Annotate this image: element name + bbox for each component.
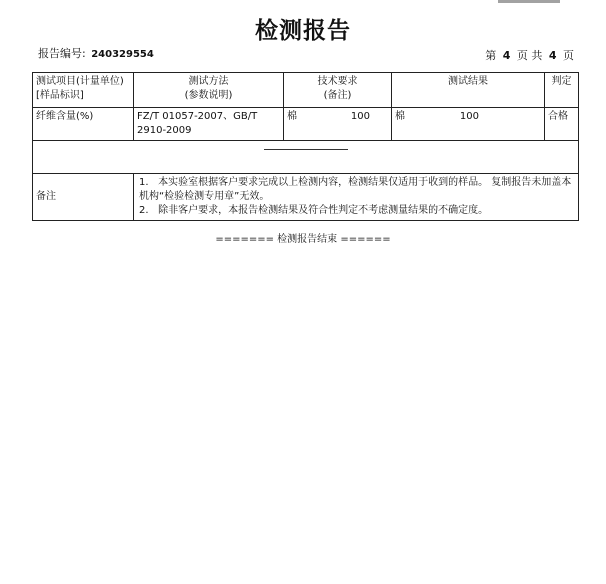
header-item: 测试项目(计量单位) [样品标识] bbox=[33, 73, 134, 108]
page-current: 4 bbox=[502, 49, 511, 62]
row-item: 纤维含量(%) bbox=[33, 108, 134, 141]
page-prefix: 第 bbox=[485, 49, 497, 62]
header-method: 测试方法 (参数说明) bbox=[134, 73, 284, 108]
page-suffix: 页 bbox=[563, 49, 574, 62]
notes-label: 备注 bbox=[33, 174, 134, 221]
result-fiber: 棉 bbox=[395, 111, 405, 122]
blank-row bbox=[33, 141, 579, 174]
header-result: 测试结果 bbox=[392, 73, 545, 108]
header-mark bbox=[498, 0, 560, 3]
report-title: 检测报告 bbox=[255, 17, 351, 44]
note-2: 2. 除非客户要求，本报告检测结果及符合性判定不考虑测量结果的不确定度。 bbox=[139, 205, 489, 216]
report-end-marker: ======= 检测报告结束 ====== bbox=[215, 234, 391, 245]
report-number-label: 报告编号: bbox=[38, 47, 86, 60]
results-table bbox=[32, 72, 579, 221]
table-header-row bbox=[33, 73, 579, 108]
row-judgement: 合格 bbox=[545, 108, 579, 141]
notes-row bbox=[33, 174, 579, 221]
page-total: 4 bbox=[548, 49, 557, 62]
report-number-value: 240329554 bbox=[91, 49, 154, 60]
header-requirement: 技术要求 (备注) bbox=[284, 73, 392, 108]
note-1: 1. 本实验室根据客户要求完成以上检测内容，检测结果仅适用于收到的样品。 复制报告未加盖本机构“检验检测专用章”无效。 bbox=[139, 177, 572, 202]
blank-divider bbox=[264, 149, 348, 150]
table-row bbox=[33, 108, 579, 141]
header-judgement: 判定 bbox=[545, 73, 579, 108]
row-requirement bbox=[284, 108, 392, 141]
requirement-fiber: 棉 bbox=[287, 111, 297, 122]
page-mid: 页 共 bbox=[516, 49, 543, 62]
requirement-value: 100 bbox=[350, 111, 370, 122]
row-method: FZ/T 01057-2007、GB/T 2910-2009 bbox=[134, 108, 284, 141]
notes-content bbox=[134, 174, 579, 221]
row-result bbox=[392, 108, 545, 141]
page-indicator bbox=[485, 47, 574, 63]
result-value: 100 bbox=[459, 111, 479, 122]
report-number bbox=[38, 45, 154, 61]
